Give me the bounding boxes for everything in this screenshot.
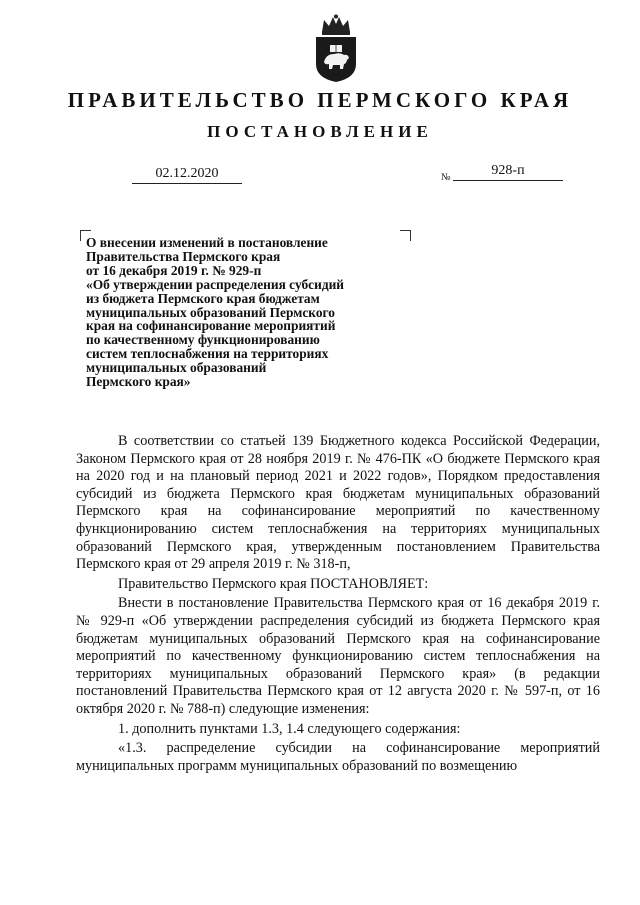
number-sign: № — [441, 172, 451, 183]
government-title: ПРАВИТЕЛЬСТВО ПЕРМСКОГО КРАЯ — [67, 88, 573, 112]
document-title — [86, 236, 406, 389]
perm-krai-coat-of-arms-icon — [306, 14, 366, 84]
preamble-paragraph: В соответствии со статьей 139 Бюджетного кодекса Российской Федерации, Законом Пермского края от 28 ноября 2019 г. № 476-ПК «О бюджете Пермского края на 2020 год и на плановый период 2021 и 2022 годов», Порядком предоставления субсидий из бюджета Пермского края бюджетам муниципальных образований Пермского края на софинансирование мероприятий по качественному функционированию систем теплоснабжения на территориях муниципальных образований Пермского края, утвержденным постановлением Правительства Пермского края от 29 апреля 2019 г. № 318-п, — [76, 433, 600, 573]
title-line: Правительства Пермского края — [86, 248, 281, 264]
item-paragraph: «1.3. распределение субсидии на софинансирование мероприятий муниципальных программ муниципальных образований по возмещению — [76, 740, 600, 774]
resolution-paragraph: Правительство Пермского края ПОСТАНОВЛЯЕТ: — [118, 575, 429, 592]
title-line: Пермского края» — [86, 374, 191, 390]
document-body — [76, 433, 600, 777]
document-date: 02.12.2020 — [132, 166, 242, 184]
amendment-paragraph: Внести в постановление Правительства Пермского края от 16 декабря 2019 г. № 929-п «Об утверждении распределения субсидий из бюджета Пермского края бюджетам муниципальных образований Пермского края на софинансирование мероприятий по качественному функционированию систем теплоснабжения на территориях муниципальных образований Пермского края» (в редакции постановлений Правительства Пермского края от 12 августа 2020 г. № 597-п, от 16 октября 2020 г. № 788-п) следующие изменения: — [76, 595, 600, 717]
title-line: муниципальных образований Пермского — [86, 304, 335, 320]
document-type: ПОСТАНОВЛЕНИЕ — [207, 122, 433, 141]
title-line: О внесении изменений в постановление — [86, 235, 328, 250]
document-number: 928-п — [453, 163, 563, 181]
title-line: «Об утверждении распределения субсидий — [86, 276, 345, 292]
title-line: по качественному функционированию — [86, 332, 320, 348]
title-line: муниципальных образований — [86, 360, 267, 376]
title-line: края на софинансирование мероприятий — [86, 318, 336, 334]
item-paragraph: 1. дополнить пунктами 1.3, 1.4 следующего содержания: — [118, 720, 461, 737]
title-line: из бюджета Пермского края бюджетам — [86, 290, 320, 306]
title-line: систем теплоснабжения на территориях — [86, 346, 329, 362]
title-line: от 16 декабря 2019 г. № 929-п — [86, 262, 262, 278]
